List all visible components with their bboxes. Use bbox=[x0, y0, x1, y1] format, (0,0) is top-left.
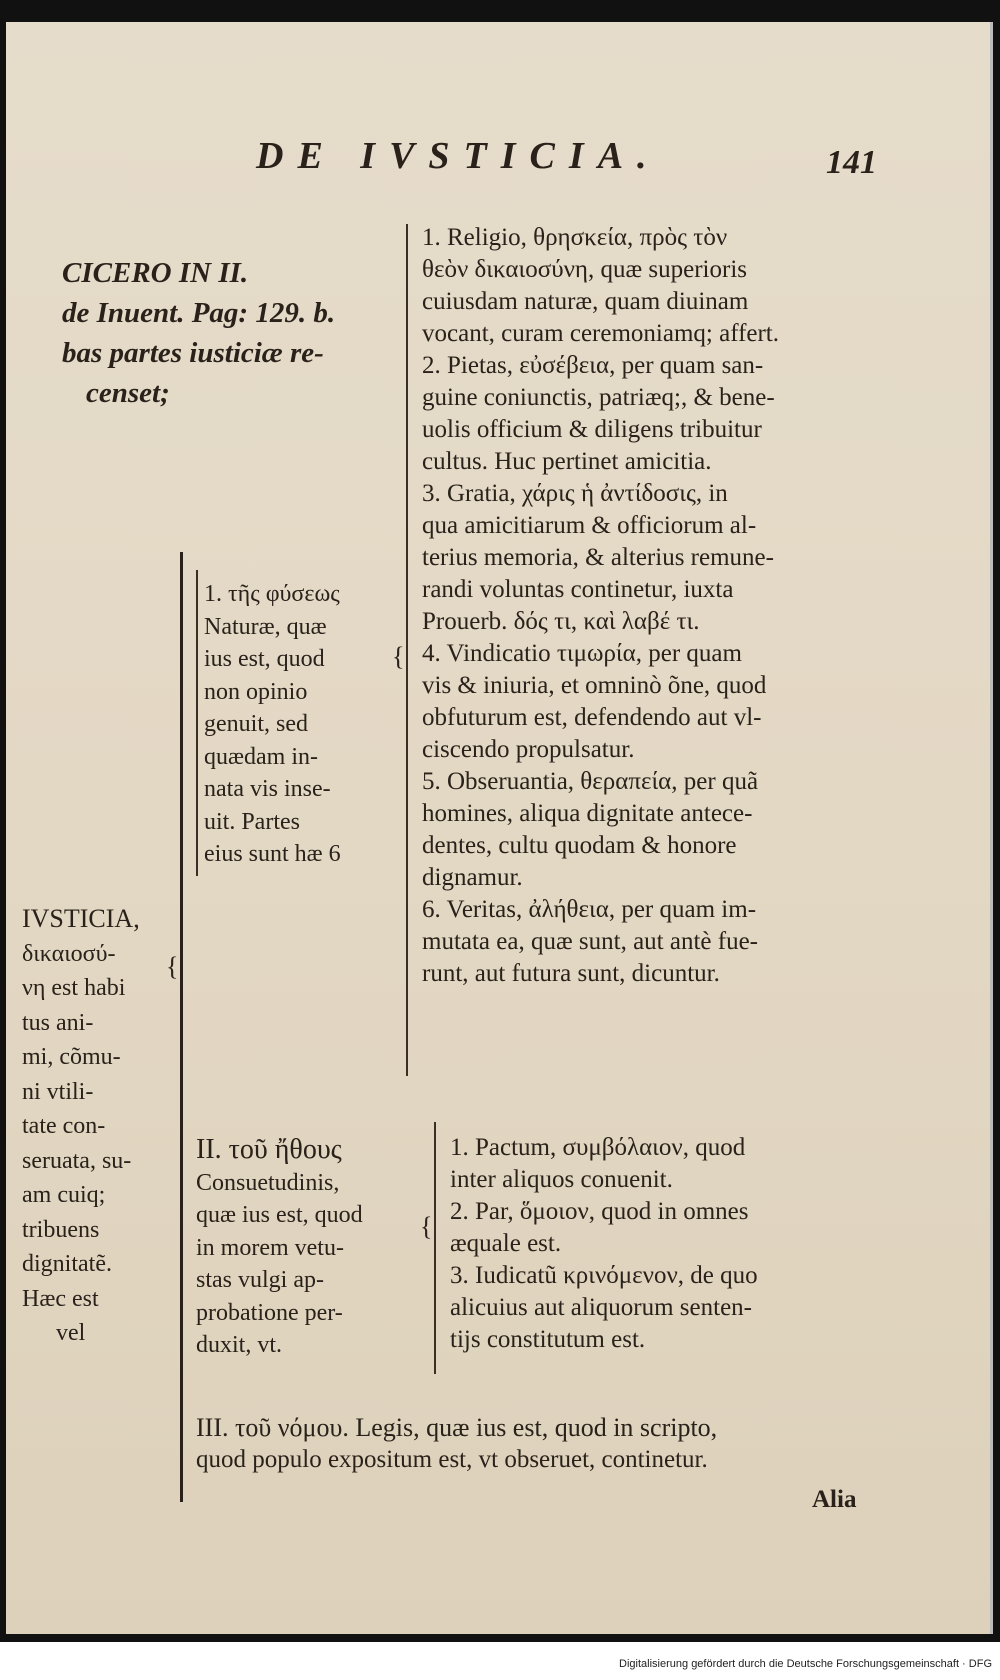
virtue-line: qua amicitiarum & officiorum al- bbox=[422, 512, 757, 539]
side-note-4: censet; bbox=[86, 377, 170, 409]
custom-line: 3. Iudicatũ κρινόμενον, de quo bbox=[450, 1262, 758, 1289]
iusticia-line: am cuiq; bbox=[22, 1182, 106, 1208]
iusticia-line: tribuens bbox=[22, 1216, 100, 1243]
virtue-line: dignamur. bbox=[422, 864, 523, 891]
branch1-line: ius est, quod bbox=[204, 646, 325, 672]
custom-line: 1. Pactum, συμβόλαιον, quod bbox=[450, 1134, 746, 1161]
virtue-line: runt, aut futura sunt, dicuntur. bbox=[422, 960, 720, 987]
branch1-line: 1. τῆς φύσεως bbox=[204, 581, 340, 607]
branch1-line: non opinio bbox=[204, 678, 308, 705]
main-brace bbox=[180, 552, 183, 1502]
branch2-line: quæ ius est, quod bbox=[196, 1202, 363, 1228]
virtue-line: Prouerb. δός τι, καὶ λαβέ τι. bbox=[422, 608, 700, 635]
branch1-line: eius sunt hæ 6 bbox=[204, 841, 341, 867]
side-note-1: CICERO IN II. bbox=[62, 257, 249, 289]
branch2-items bbox=[450, 1132, 758, 1356]
branch2-line: duxit, vt. bbox=[196, 1332, 283, 1358]
iusticia-line: tus ani- bbox=[22, 1009, 94, 1036]
virtue-line: randi voluntas continetur, iuxta bbox=[422, 576, 734, 603]
virtue-line: ciscendo propulsatur. bbox=[422, 736, 635, 763]
virtue-line: cultus. Huc pertinet amicitia. bbox=[422, 448, 712, 475]
virtue-line: 2. Pietas, εὐσέβεια, per quam san- bbox=[422, 352, 764, 379]
custom-line: æquale est. bbox=[450, 1230, 562, 1257]
side-note-3: bas partes iusticiæ re- bbox=[62, 337, 324, 369]
virtue-line: obfuturum est, defendendo aut vl- bbox=[422, 704, 762, 731]
virtue-line: 5. Obseruantia, θεραπεία, per quã bbox=[422, 768, 759, 795]
branch1-brace bbox=[196, 570, 198, 876]
branch2-line: II. τοῦ ἤθους bbox=[196, 1134, 342, 1165]
virtue-line: mutata ea, quæ sunt, aut antè fue- bbox=[422, 928, 758, 955]
custom-line: 2. Par, ὅμοιον, quod in omnes bbox=[450, 1198, 749, 1225]
iusticia-line: seruata, su- bbox=[22, 1147, 132, 1174]
branch2-line: in morem vetu- bbox=[196, 1234, 344, 1261]
catchword: Alia bbox=[812, 1486, 857, 1513]
iusticia-line: IVSTICIA, bbox=[22, 904, 140, 933]
law-line: III. τοῦ νόμου. Legis, quæ ius est, quod in scripto, bbox=[196, 1413, 718, 1442]
iusticia-line: δικαιοσύ- bbox=[22, 940, 116, 967]
virtue-line: dentes, cultu quodam & honore bbox=[422, 832, 737, 859]
virtue-line: vocant, curam ceremoniamq; affert. bbox=[422, 320, 780, 347]
virtue-line: uolis officium & diligens tribuitur bbox=[422, 416, 762, 443]
iusticia-column bbox=[22, 902, 140, 1351]
running-title: DE IVSTICIA. bbox=[256, 135, 661, 177]
virtue-line: θεὸν δικαιοσύνη, quæ superioris bbox=[422, 256, 747, 283]
virtue-line: cuiusdam naturæ, quam diuinam bbox=[422, 288, 749, 315]
custom-line: tijs constitutum est. bbox=[450, 1326, 646, 1353]
iusticia-line: tate con- bbox=[22, 1113, 106, 1139]
branch2-line: probatione per- bbox=[196, 1299, 343, 1326]
branch1-label bbox=[204, 578, 341, 871]
branch1-line: genuit, sed bbox=[204, 711, 308, 737]
virtue-line: 3. Gratia, χάρις ἡ ἀντίδοσις, in bbox=[422, 480, 728, 507]
branch1-items-brace-point: { bbox=[392, 642, 405, 671]
iusticia-line: dignitatẽ. bbox=[22, 1251, 112, 1277]
digitization-footer bbox=[0, 1642, 1000, 1680]
side-note-2: de Inuent. Pag: 129. b. bbox=[62, 297, 336, 329]
branch1-line: nata vis inse- bbox=[204, 776, 331, 802]
virtue-line: 4. Vindicatio τιμωρία, per quam bbox=[422, 640, 742, 667]
virtue-line: guine coniunctis, patriæq;, & bene- bbox=[422, 384, 775, 411]
branch1-line: quædam in- bbox=[204, 743, 318, 770]
branch3-law bbox=[196, 1412, 717, 1476]
branch2-brace bbox=[434, 1122, 436, 1374]
branch2-line: Consuetudinis, bbox=[196, 1169, 340, 1196]
custom-line: alicuius aut aliquorum senten- bbox=[450, 1294, 753, 1321]
book-page bbox=[6, 22, 993, 1634]
iusticia-line: Hæc est bbox=[22, 1285, 99, 1312]
iusticia-line: ni vtili- bbox=[22, 1078, 94, 1105]
iusticia-line: vel bbox=[56, 1320, 86, 1346]
custom-line: inter aliquos conuenit. bbox=[450, 1166, 673, 1193]
branch1-line: uit. Partes bbox=[204, 808, 300, 835]
branch1-line: Naturæ, quæ bbox=[204, 613, 327, 640]
branch1-items-brace bbox=[406, 224, 408, 1076]
iusticia-line: νη est habi bbox=[22, 975, 126, 1001]
branch1-items bbox=[422, 222, 779, 990]
branch2-brace-point: { bbox=[420, 1212, 433, 1241]
virtue-line: homines, aliqua dignitate antece- bbox=[422, 800, 753, 827]
main-brace-point: { bbox=[166, 952, 179, 981]
virtue-line: 6. Veritas, ἀλήθεια, per quam im- bbox=[422, 896, 757, 923]
footer-credit: Digitalisierung gefördert durch die Deutsche Forschungsgemeinschaft · DFG bbox=[619, 1658, 992, 1670]
virtue-line: terius memoria, & alterius remune- bbox=[422, 544, 774, 571]
virtue-line: 1. Religio, θρησκεία, πρὸς τὸν bbox=[422, 224, 728, 251]
branch2-label bbox=[196, 1134, 363, 1362]
law-line: quod populo expositum est, vt obseruet, continetur. bbox=[196, 1446, 708, 1473]
branch2-line: stas vulgi ap- bbox=[196, 1267, 324, 1293]
iusticia-line: mi, cõmu- bbox=[22, 1044, 121, 1070]
virtue-line: vis & iniuria, et omninò õne, quod bbox=[422, 672, 767, 699]
page-number: 141 bbox=[826, 144, 877, 181]
